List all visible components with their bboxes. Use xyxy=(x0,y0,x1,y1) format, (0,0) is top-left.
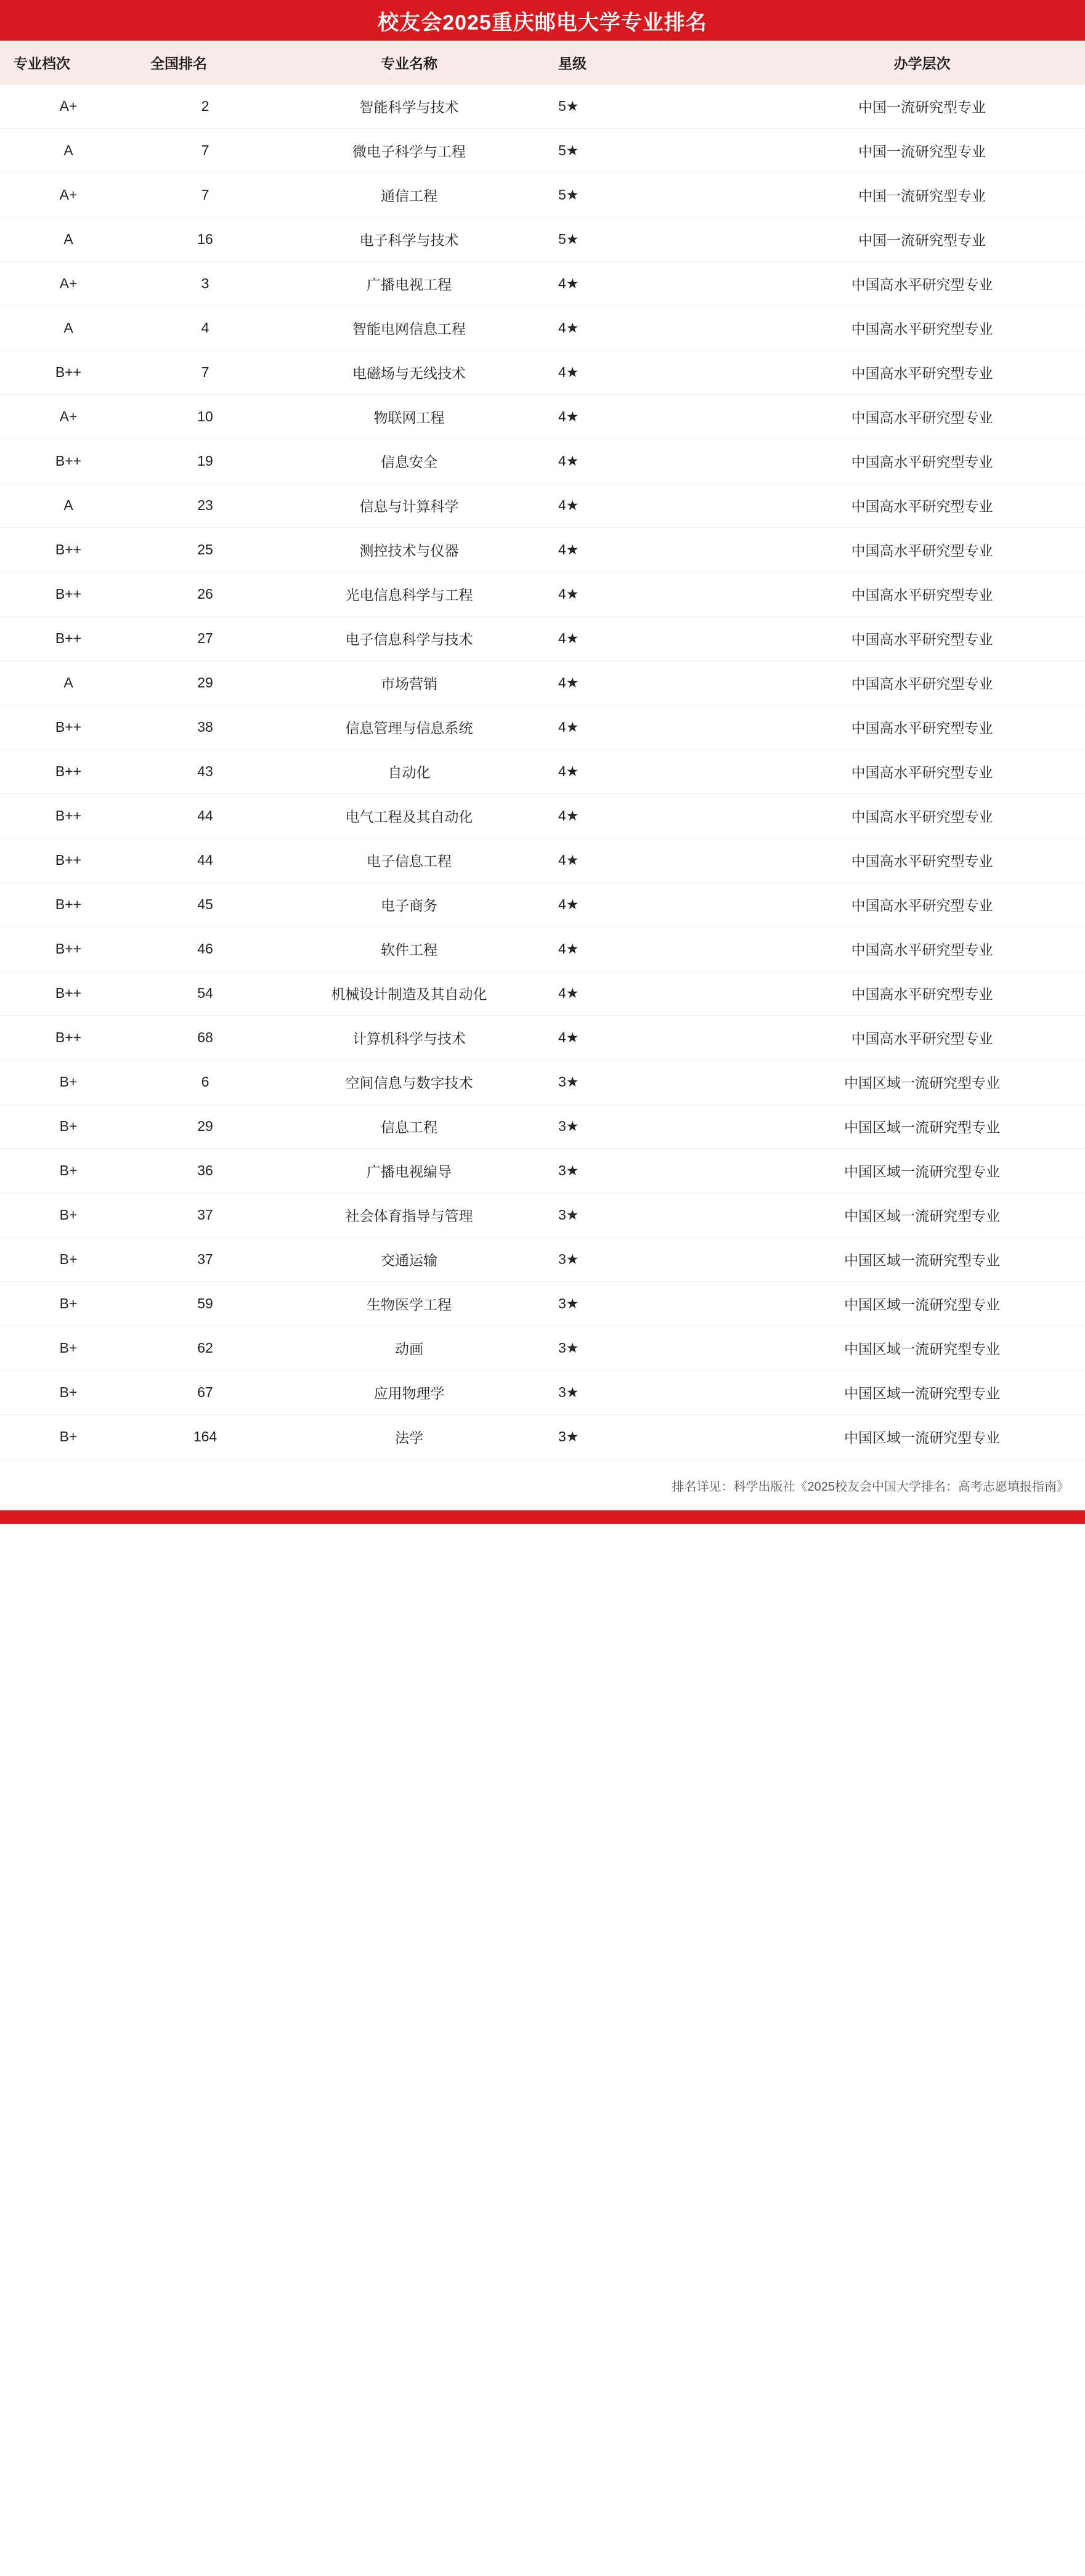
table-row xyxy=(0,439,1085,484)
cell-major: 信息安全 xyxy=(274,439,545,484)
cell-star: 3★ xyxy=(545,1193,718,1237)
cell-major: 电子信息工程 xyxy=(274,838,545,883)
cell-tier: 中国高水平研究型专业 xyxy=(718,750,1085,794)
ranking-table xyxy=(0,41,1085,1459)
table-row xyxy=(0,1237,1085,1282)
cell-major: 测控技术与仪器 xyxy=(274,528,545,572)
cell-star: 4★ xyxy=(545,1016,718,1060)
table-row xyxy=(0,1193,1085,1237)
table-row xyxy=(0,705,1085,750)
cell-level: A xyxy=(0,484,137,528)
cell-level: A xyxy=(0,661,137,705)
cell-star: 4★ xyxy=(545,395,718,439)
table-row xyxy=(0,1104,1085,1149)
table-header xyxy=(0,41,1085,84)
cell-rank: 38 xyxy=(137,705,274,750)
table-row xyxy=(0,129,1085,173)
cell-level: A+ xyxy=(0,262,137,306)
cell-major: 电子商务 xyxy=(274,883,545,927)
cell-tier: 中国区域一流研究型专业 xyxy=(718,1371,1085,1415)
cell-major: 物联网工程 xyxy=(274,395,545,439)
column-header-major: 专业名称 xyxy=(274,41,545,84)
cell-rank: 164 xyxy=(137,1415,274,1459)
cell-major: 智能电网信息工程 xyxy=(274,306,545,350)
cell-level: B++ xyxy=(0,617,137,661)
cell-level: B++ xyxy=(0,350,137,395)
cell-rank: 44 xyxy=(137,838,274,883)
cell-level: A xyxy=(0,306,137,350)
cell-major: 空间信息与数字技术 xyxy=(274,1060,545,1104)
cell-tier: 中国区域一流研究型专业 xyxy=(718,1193,1085,1237)
cell-tier: 中国高水平研究型专业 xyxy=(718,794,1085,838)
cell-level: A xyxy=(0,129,137,173)
cell-level: B+ xyxy=(0,1237,137,1282)
cell-tier: 中国一流研究型专业 xyxy=(718,84,1085,129)
cell-level: B++ xyxy=(0,927,137,971)
cell-star: 4★ xyxy=(545,750,718,794)
table-row xyxy=(0,84,1085,129)
table-row xyxy=(0,1149,1085,1193)
cell-tier: 中国高水平研究型专业 xyxy=(718,528,1085,572)
cell-rank: 59 xyxy=(137,1282,274,1326)
cell-level: A+ xyxy=(0,395,137,439)
cell-major: 通信工程 xyxy=(274,173,545,217)
cell-tier: 中国区域一流研究型专业 xyxy=(718,1104,1085,1149)
cell-rank: 37 xyxy=(137,1237,274,1282)
cell-star: 4★ xyxy=(545,572,718,617)
cell-rank: 43 xyxy=(137,750,274,794)
cell-tier: 中国高水平研究型专业 xyxy=(718,306,1085,350)
cell-major: 自动化 xyxy=(274,750,545,794)
column-header-star: 星级 xyxy=(545,41,718,84)
cell-tier: 中国区域一流研究型专业 xyxy=(718,1415,1085,1459)
cell-level: B++ xyxy=(0,971,137,1016)
cell-rank: 46 xyxy=(137,927,274,971)
cell-star: 4★ xyxy=(545,350,718,395)
cell-star: 5★ xyxy=(545,84,718,129)
table-row xyxy=(0,617,1085,661)
column-header-level: 专业档次 xyxy=(0,41,137,84)
cell-tier: 中国高水平研究型专业 xyxy=(718,1016,1085,1060)
cell-major: 信息管理与信息系统 xyxy=(274,705,545,750)
cell-level: B+ xyxy=(0,1282,137,1326)
cell-level: B++ xyxy=(0,572,137,617)
cell-star: 4★ xyxy=(545,262,718,306)
cell-tier: 中国一流研究型专业 xyxy=(718,129,1085,173)
cell-major: 广播电视工程 xyxy=(274,262,545,306)
cell-major: 社会体育指导与管理 xyxy=(274,1193,545,1237)
cell-rank: 45 xyxy=(137,883,274,927)
cell-level: A+ xyxy=(0,173,137,217)
cell-star: 4★ xyxy=(545,794,718,838)
cell-tier: 中国高水平研究型专业 xyxy=(718,484,1085,528)
cell-major: 信息工程 xyxy=(274,1104,545,1149)
page-title: 校友会2025重庆邮电大学专业排名 xyxy=(0,0,1085,41)
cell-star: 3★ xyxy=(545,1060,718,1104)
table-row xyxy=(0,528,1085,572)
cell-tier: 中国高水平研究型专业 xyxy=(718,971,1085,1016)
cell-major: 交通运输 xyxy=(274,1237,545,1282)
cell-level: A+ xyxy=(0,84,137,129)
cell-tier: 中国高水平研究型专业 xyxy=(718,439,1085,484)
header-row xyxy=(0,41,1085,84)
cell-star: 4★ xyxy=(545,705,718,750)
cell-level: B+ xyxy=(0,1060,137,1104)
table-row xyxy=(0,1326,1085,1371)
table-row xyxy=(0,350,1085,395)
table-row xyxy=(0,971,1085,1016)
table-row xyxy=(0,572,1085,617)
cell-level: B++ xyxy=(0,750,137,794)
cell-major: 电子信息科学与技术 xyxy=(274,617,545,661)
cell-tier: 中国区域一流研究型专业 xyxy=(718,1237,1085,1282)
cell-rank: 3 xyxy=(137,262,274,306)
table-row xyxy=(0,173,1085,217)
cell-major: 广播电视编导 xyxy=(274,1149,545,1193)
cell-major: 市场营销 xyxy=(274,661,545,705)
cell-tier: 中国区域一流研究型专业 xyxy=(718,1060,1085,1104)
cell-major: 动画 xyxy=(274,1326,545,1371)
table-row xyxy=(0,1016,1085,1060)
cell-rank: 25 xyxy=(137,528,274,572)
table-row xyxy=(0,838,1085,883)
cell-major: 计算机科学与技术 xyxy=(274,1016,545,1060)
cell-rank: 2 xyxy=(137,84,274,129)
table-row xyxy=(0,217,1085,262)
cell-star: 4★ xyxy=(545,528,718,572)
table-row xyxy=(0,1415,1085,1459)
cell-tier: 中国高水平研究型专业 xyxy=(718,883,1085,927)
cell-star: 4★ xyxy=(545,439,718,484)
cell-rank: 67 xyxy=(137,1371,274,1415)
cell-major: 智能科学与技术 xyxy=(274,84,545,129)
cell-rank: 7 xyxy=(137,129,274,173)
bottom-accent-bar xyxy=(0,1510,1085,1524)
table-row xyxy=(0,1282,1085,1326)
cell-rank: 29 xyxy=(137,661,274,705)
cell-tier: 中国高水平研究型专业 xyxy=(718,705,1085,750)
cell-rank: 16 xyxy=(137,217,274,262)
table-body xyxy=(0,84,1085,1459)
cell-star: 4★ xyxy=(545,838,718,883)
table-row xyxy=(0,927,1085,971)
cell-rank: 6 xyxy=(137,1060,274,1104)
cell-star: 3★ xyxy=(545,1104,718,1149)
cell-level: B+ xyxy=(0,1326,137,1371)
cell-tier: 中国区域一流研究型专业 xyxy=(718,1326,1085,1371)
cell-level: B++ xyxy=(0,838,137,883)
cell-major: 法学 xyxy=(274,1415,545,1459)
cell-rank: 68 xyxy=(137,1016,274,1060)
cell-star: 3★ xyxy=(545,1237,718,1282)
cell-level: B++ xyxy=(0,439,137,484)
cell-rank: 23 xyxy=(137,484,274,528)
table-row xyxy=(0,750,1085,794)
table-row xyxy=(0,262,1085,306)
cell-star: 5★ xyxy=(545,217,718,262)
footer-note: 排名详见：科学出版社《2025校友会中国大学排名：高考志愿填报指南》 xyxy=(672,1480,1069,1494)
cell-star: 3★ xyxy=(545,1415,718,1459)
table-row xyxy=(0,1060,1085,1104)
cell-major: 电磁场与无线技术 xyxy=(274,350,545,395)
cell-major: 信息与计算科学 xyxy=(274,484,545,528)
table-row xyxy=(0,661,1085,705)
cell-tier: 中国高水平研究型专业 xyxy=(718,395,1085,439)
cell-rank: 29 xyxy=(137,1104,274,1149)
cell-tier: 中国高水平研究型专业 xyxy=(718,661,1085,705)
cell-level: A xyxy=(0,217,137,262)
cell-rank: 54 xyxy=(137,971,274,1016)
cell-rank: 7 xyxy=(137,350,274,395)
table-row xyxy=(0,1371,1085,1415)
cell-star: 4★ xyxy=(545,927,718,971)
cell-level: B++ xyxy=(0,883,137,927)
cell-major: 软件工程 xyxy=(274,927,545,971)
cell-tier: 中国区域一流研究型专业 xyxy=(718,1149,1085,1193)
table-row xyxy=(0,883,1085,927)
table-row xyxy=(0,794,1085,838)
cell-level: B++ xyxy=(0,528,137,572)
cell-tier: 中国一流研究型专业 xyxy=(718,173,1085,217)
cell-rank: 27 xyxy=(137,617,274,661)
cell-rank: 4 xyxy=(137,306,274,350)
cell-rank: 19 xyxy=(137,439,274,484)
cell-star: 3★ xyxy=(545,1282,718,1326)
table-row xyxy=(0,395,1085,439)
cell-rank: 37 xyxy=(137,1193,274,1237)
cell-star: 4★ xyxy=(545,617,718,661)
cell-rank: 62 xyxy=(137,1326,274,1371)
cell-star: 3★ xyxy=(545,1149,718,1193)
cell-major: 电子科学与技术 xyxy=(274,217,545,262)
cell-star: 5★ xyxy=(545,173,718,217)
cell-major: 微电子科学与工程 xyxy=(274,129,545,173)
cell-tier: 中国高水平研究型专业 xyxy=(718,350,1085,395)
cell-star: 4★ xyxy=(545,306,718,350)
cell-major: 机械设计制造及其自动化 xyxy=(274,971,545,1016)
table-row xyxy=(0,306,1085,350)
cell-major: 电气工程及其自动化 xyxy=(274,794,545,838)
cell-level: B+ xyxy=(0,1104,137,1149)
cell-tier: 中国高水平研究型专业 xyxy=(718,927,1085,971)
cell-star: 4★ xyxy=(545,484,718,528)
cell-star: 3★ xyxy=(545,1326,718,1371)
cell-star: 4★ xyxy=(545,661,718,705)
cell-major: 应用物理学 xyxy=(274,1371,545,1415)
cell-rank: 26 xyxy=(137,572,274,617)
cell-level: B++ xyxy=(0,705,137,750)
column-header-rank: 全国排名 xyxy=(137,41,274,84)
cell-tier: 中国一流研究型专业 xyxy=(718,217,1085,262)
cell-tier: 中国高水平研究型专业 xyxy=(718,838,1085,883)
cell-rank: 10 xyxy=(137,395,274,439)
cell-major: 生物医学工程 xyxy=(274,1282,545,1326)
cell-tier: 中国高水平研究型专业 xyxy=(718,617,1085,661)
cell-rank: 36 xyxy=(137,1149,274,1193)
cell-tier: 中国高水平研究型专业 xyxy=(718,572,1085,617)
cell-level: B+ xyxy=(0,1193,137,1237)
cell-tier: 中国区域一流研究型专业 xyxy=(718,1282,1085,1326)
cell-rank: 44 xyxy=(137,794,274,838)
cell-tier: 中国高水平研究型专业 xyxy=(718,262,1085,306)
table-row xyxy=(0,484,1085,528)
cell-level: B+ xyxy=(0,1149,137,1193)
cell-star: 5★ xyxy=(545,129,718,173)
cell-level: B++ xyxy=(0,794,137,838)
cell-star: 4★ xyxy=(545,971,718,1016)
cell-star: 4★ xyxy=(545,883,718,927)
column-header-tier: 办学层次 xyxy=(718,41,1085,84)
cell-level: B+ xyxy=(0,1371,137,1415)
cell-star: 3★ xyxy=(545,1371,718,1415)
cell-level: B++ xyxy=(0,1016,137,1060)
cell-level: B+ xyxy=(0,1415,137,1459)
cell-rank: 7 xyxy=(137,173,274,217)
cell-major: 光电信息科学与工程 xyxy=(274,572,545,617)
